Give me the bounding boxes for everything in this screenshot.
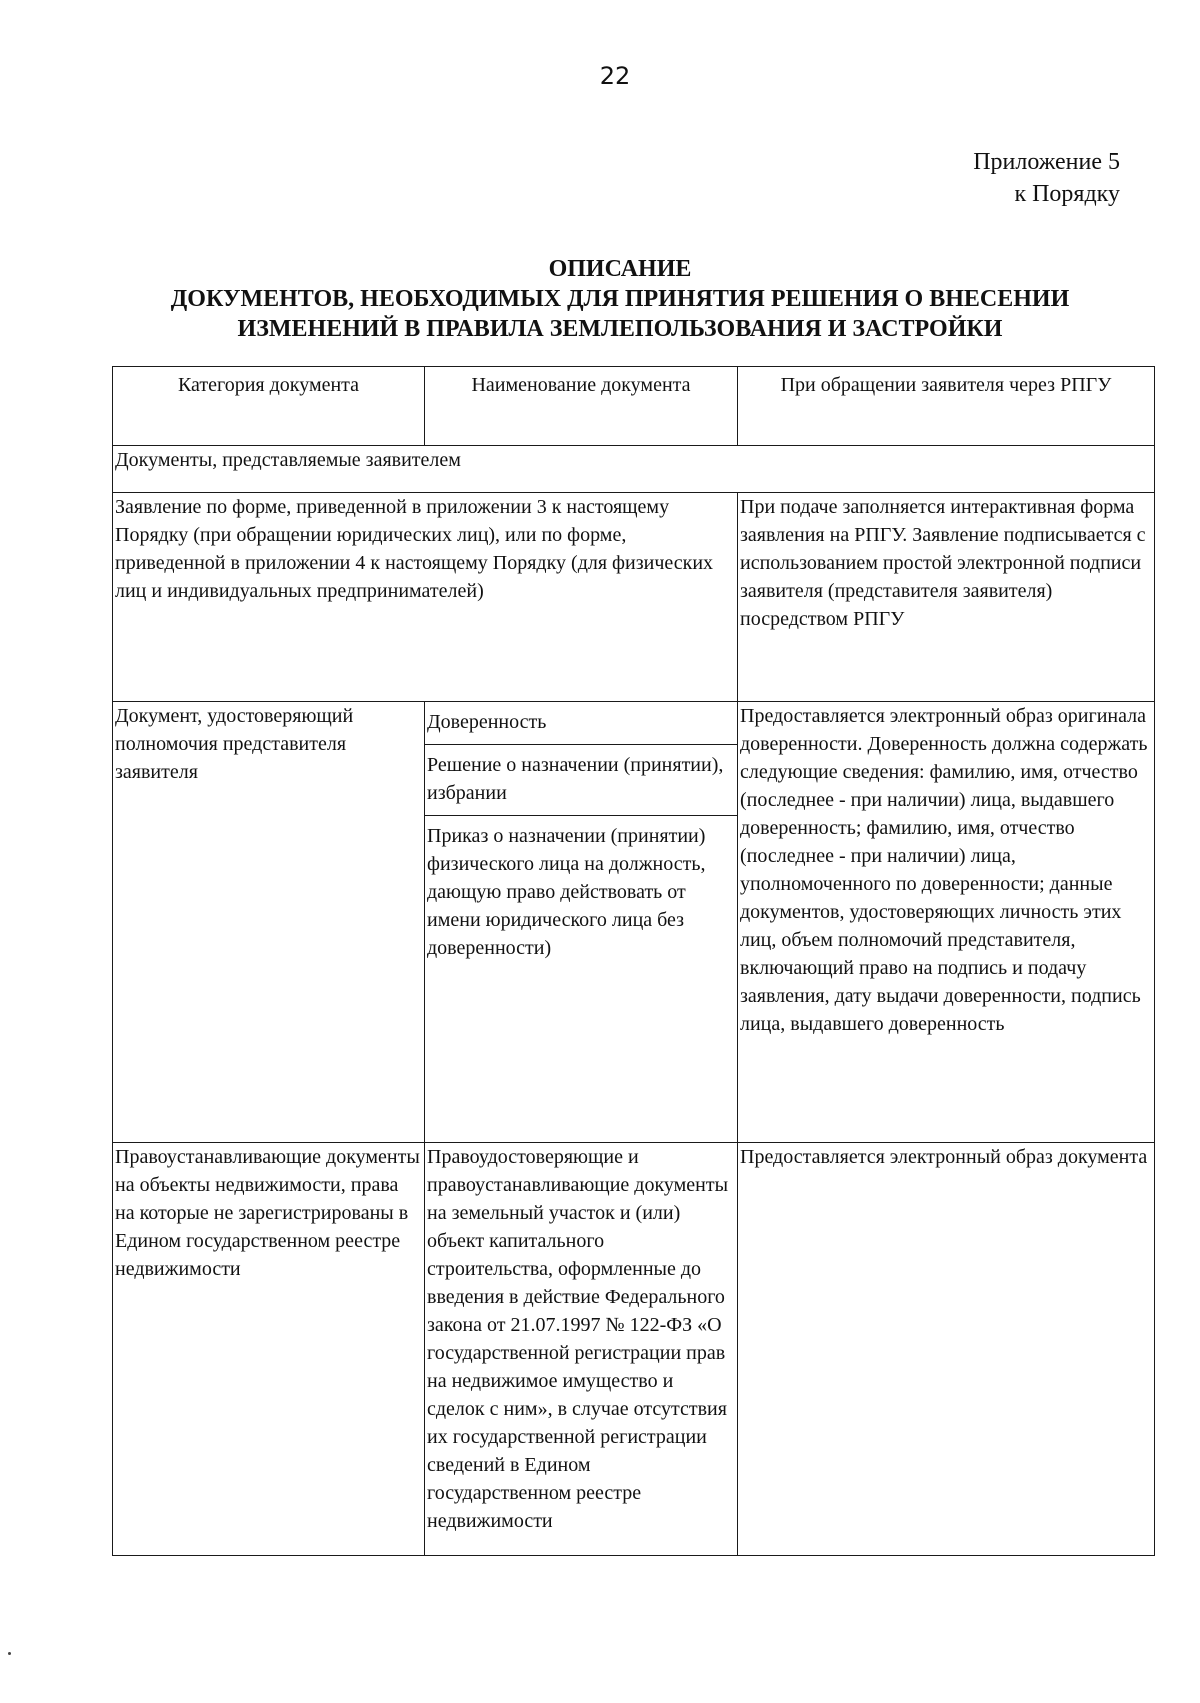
table-header-row <box>113 367 1155 446</box>
category-application: Заявление по форме, приведенной в приложении 3 к настоящему Порядку (при обращении юридических лиц), или по форме, приведенной в приложении 4 к настоящему Порядку (для физических лиц и индивидуальных предпринимателей) <box>113 493 738 702</box>
section-row <box>113 446 1155 493</box>
header-category: Категория документа <box>113 367 425 446</box>
scan-speck <box>8 1652 11 1655</box>
name-power-of-attorney: Доверенность <box>425 702 737 745</box>
header-name: Наименование документа <box>425 367 738 446</box>
documents-table <box>112 366 1155 1556</box>
page-number: 22 <box>599 62 631 90</box>
rpgu-title-documents: Предоставляется электронный образ документа <box>738 1143 1155 1556</box>
document-title <box>100 254 1140 344</box>
name-appointment-order: Приказ о назначении (принятии) физического лица на должность, дающую право действовать от имени юридического лица без доверенности) <box>427 825 706 959</box>
title-line-2: ДОКУМЕНТОВ, НЕОБХОДИМЫХ ДЛЯ ПРИНЯТИЯ РЕШЕНИЯ О ВНЕСЕНИИ <box>170 286 1070 312</box>
section-applicant-documents: Документы, представляемые заявителем <box>113 446 1155 493</box>
appendix-number: Приложение 5 <box>973 149 1120 175</box>
table-row <box>113 493 1155 702</box>
names-representative <box>425 702 738 1143</box>
title-line-3: ИЗМЕНЕНИЙ В ПРАВИЛА ЗЕМЛЕПОЛЬЗОВАНИЯ И ЗАСТРОЙКИ <box>237 316 1003 342</box>
table-row <box>113 702 1155 1143</box>
appendix-order: к Порядку <box>1014 181 1120 207</box>
title-line-1: ОПИСАНИЕ <box>548 256 692 282</box>
name-appointment-decision: Решение о назначении (принятии), избрании <box>425 745 737 816</box>
name-title-documents: Правоудостоверяющие и правоустанавливающие документы на земельный участок и (или) объект капитального строительства, оформленные до введения в действие Федерального закона от 21.07.1997 № 122-ФЗ «О государственной регистрации прав на недвижимое имущество и сделок с ним», в случае отсутствия их государственной регистрации сведений в Едином государственном реестре недвижимости <box>425 1143 738 1556</box>
category-representative: Документ, удостоверяющий полномочия представителя заявителя <box>113 702 425 1143</box>
table-row <box>113 1143 1155 1556</box>
category-title-documents: Правоустанавливающие документы на объекты недвижимости, права на которые не зарегистрированы в Едином государственном реестре недвижимости <box>113 1143 425 1556</box>
appendix-reference <box>973 146 1120 210</box>
header-rpgu: При обращении заявителя через РПГУ <box>738 367 1155 446</box>
rpgu-representative: Предоставляется электронный образ оригинала доверенности. Доверенность должна содержать следующие сведения: фамилию, имя, отчество (последнее - при наличии) лица, выдавшего доверенность; фамилию, имя, отчество (последнее - при наличии) лица, уполномоченного по доверенности; данные документов, удостоверяющих личность этих лиц, объем полномочий представителя, включающий право на подпись и подачу заявления, дату выдачи доверенности, подпись лица, выдавшего доверенность <box>738 702 1155 1143</box>
rpgu-application: При подаче заполняется интерактивная форма заявления на РПГУ. Заявление подписывается с использованием простой электронной подписи заявителя (представителя заявителя) посредством РПГУ <box>738 493 1155 702</box>
